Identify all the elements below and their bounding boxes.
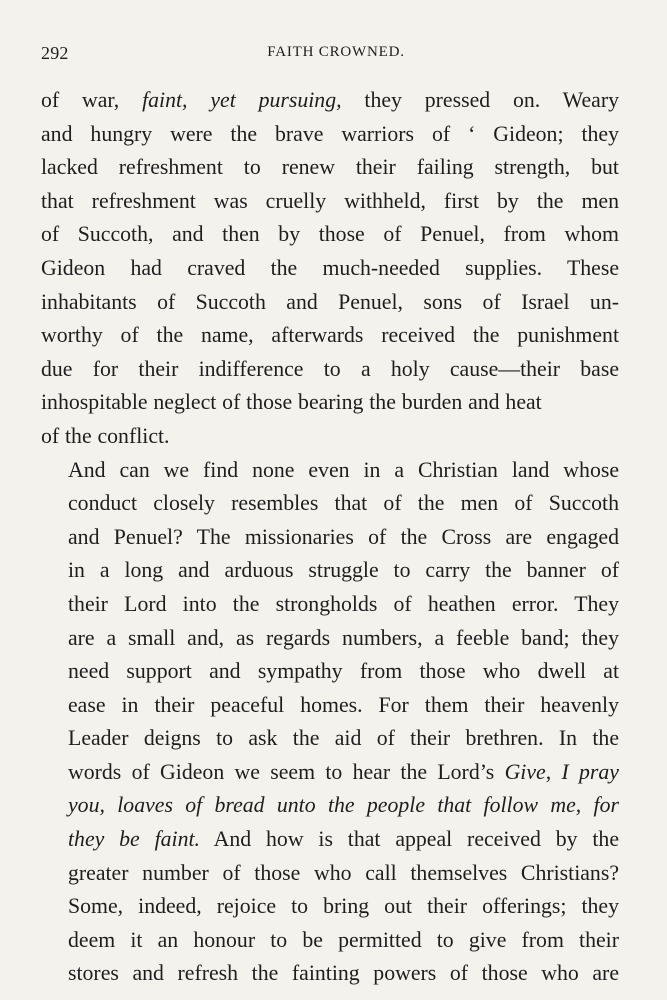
text-line: Gideon had craved the much-needed supplies. These [41,255,619,280]
text-line: greater number of those who call themselves Christians? [68,860,619,885]
text-line: need support and sympathy from those who dwell at [68,659,619,684]
text-line: conduct closely resembles that of the men of Succoth [68,491,619,516]
text-line: of Succoth, and then by those of Penuel, from whom [41,222,619,247]
text-line: deem it an honour to be permitted to give from their [68,927,619,952]
text-line: inhabitants of Succoth and Penuel, sons of Israel un- [41,289,619,314]
text-line: Some, indeed, rejoice to bring out their offerings; they [68,894,619,919]
text-line: that refreshment was cruelly withheld, first by the men [41,188,619,213]
text-line: inhospitable neglect of those bearing the burden and heat [41,390,542,415]
text-line: are a small and, as regards numbers, a feeble band; they [68,625,619,650]
text-run: they pressed on. Weary [341,88,620,112]
italic-text-run: faint, yet pursuing, [142,88,342,112]
text-line: you, loaves of bread unto the people that follow me, for [68,793,619,818]
text-run: And how is that appeal received by the [200,827,619,852]
text-line: lacked refreshment to renew their failing strength, but [41,155,619,180]
text-line: in a long and arduous struggle to carry the banner of [68,558,619,583]
italic-text-run: they be faint. [68,827,200,852]
page-number: 292 [41,43,69,63]
italic-text-run: Give, I pray [504,759,619,784]
text-line: worthy of the name, afterwards received the punishment [41,323,619,348]
text-run: words of Gideon we seem to hear the Lord’s [68,759,505,784]
text-line: due for their indifference to a holy cause—their base [41,356,619,381]
text-line [41,756,619,790]
text-line: and hungry were the brave warriors of ‘ Gideon; they [41,121,619,146]
page-header [41,43,631,71]
text-line: their Lord into the strongholds of heathen error. They [68,591,619,616]
running-title: FAITH CROWNED. [267,44,405,60]
text-line: ease in their peaceful homes. For them their heavenly [68,692,619,717]
text-line [41,84,619,118]
text-line: and Penuel? The missionaries of the Cross are engaged [68,524,619,549]
text-line: stores and refresh the fainting powers of those who are [68,961,619,986]
paragraph [41,454,619,992]
text-line [41,823,619,857]
text-line: Leader deigns to ask the aid of their brethren. In the [68,726,619,751]
page-body [41,84,619,991]
paragraph [41,84,619,454]
text-line: of the conflict. [41,423,170,448]
text-line: And can we find none even in a Christian land whose [68,457,619,482]
text-run: of war, [41,88,143,112]
